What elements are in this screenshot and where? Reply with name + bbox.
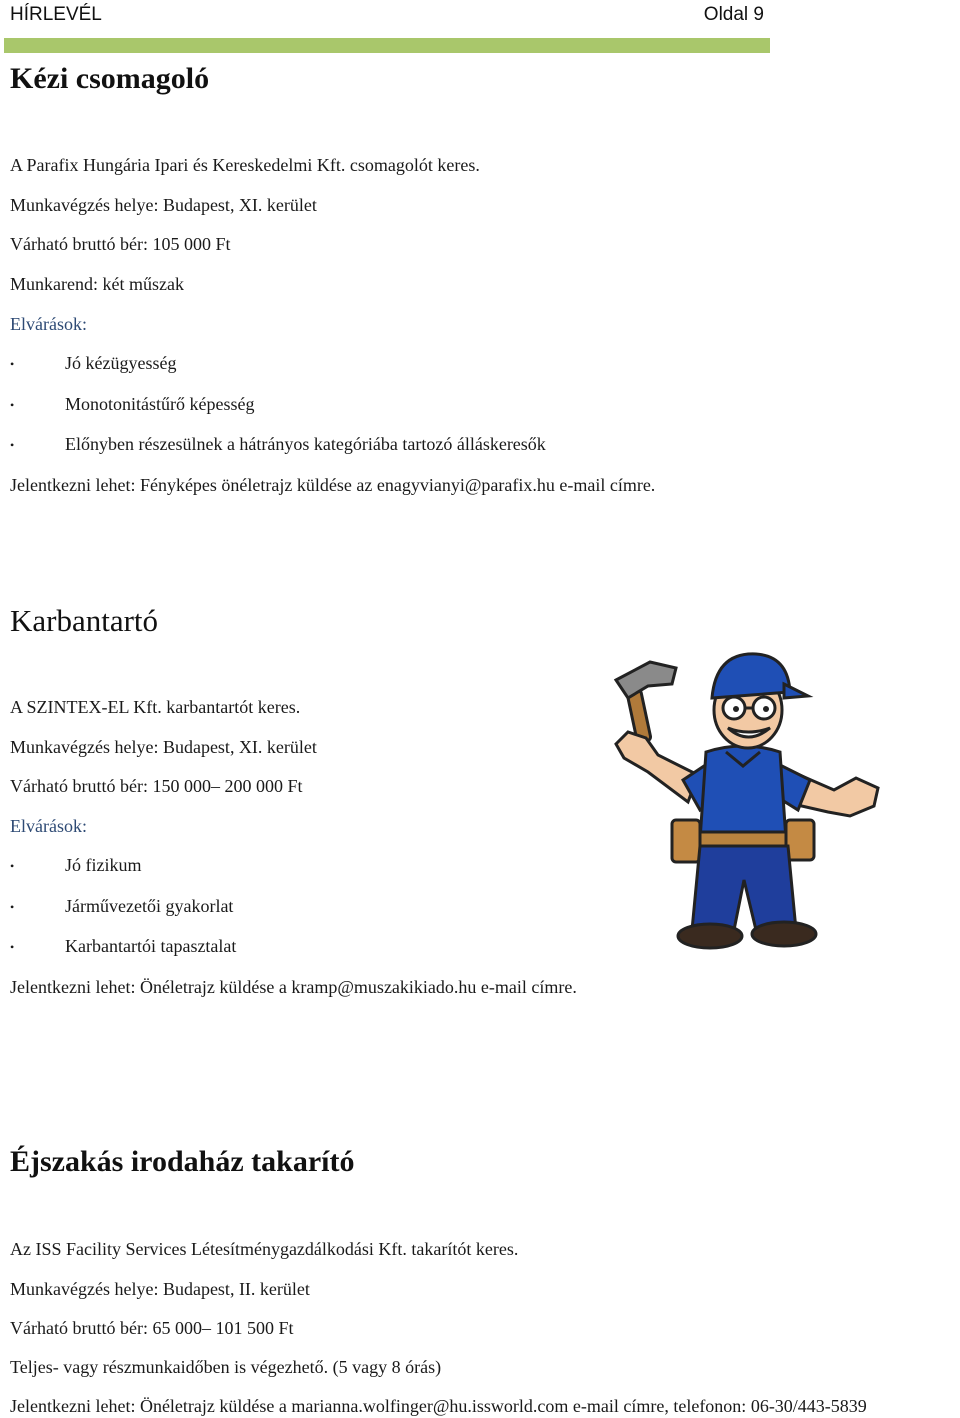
job3-apply: Jelentkezni lehet: Önéletrajz küldése a marianna.wolfinger@hu.issworld.com e-mail címre, telefonon: 06-30/443-5839 bbox=[10, 1396, 867, 1416]
job1-apply: Jelentkezni lehet: Fényképes önéletrajz küldése az enagyvianyi@parafix.hu e-mail címre. bbox=[10, 475, 656, 495]
newsletter-label: HÍRLEVÉL bbox=[10, 4, 102, 25]
page-header bbox=[0, 0, 770, 40]
job1-requirements-label: Elvárások: bbox=[10, 314, 87, 334]
bullet-icon: • bbox=[10, 859, 15, 873]
job3-company: Az ISS Facility Services Létesítménygazdálkodási Kft. takarítót keres. bbox=[10, 1239, 519, 1259]
job1-title: Kézi csomagoló bbox=[10, 62, 210, 95]
job2-company: A SZINTEX-EL Kft. karbantartót keres. bbox=[10, 697, 301, 717]
job2-apply: Jelentkezni lehet: Önéletrajz küldése a kramp@muszakikiado.hu e-mail címre. bbox=[10, 977, 577, 997]
job2-requirements-label: Elvárások: bbox=[10, 816, 87, 836]
job3-salary: Várható bruttó bér: 65 000– 101 500 Ft bbox=[10, 1318, 294, 1338]
page-number: Oldal 9 bbox=[703, 4, 764, 25]
bullet-icon: • bbox=[10, 438, 15, 452]
bullet-icon: • bbox=[10, 398, 15, 412]
job3-schedule: Teljes- vagy részmunkaidőben is végezhető. (5 vagy 8 órás) bbox=[10, 1357, 442, 1377]
job2-title: Karbantartó bbox=[10, 603, 159, 638]
header-rule bbox=[4, 38, 770, 53]
handyman-illustration bbox=[588, 640, 888, 960]
job2-salary: Várható bruttó bér: 150 000– 200 000 Ft bbox=[10, 776, 303, 796]
job1-salary: Várható bruttó bér: 105 000 Ft bbox=[10, 234, 231, 254]
bullet-icon: • bbox=[10, 940, 15, 954]
job2-location: Munkavégzés helye: Budapest, XI. kerület bbox=[10, 737, 317, 757]
bullet-icon: • bbox=[10, 357, 15, 371]
job1-location: Munkavégzés helye: Budapest, XI. kerület bbox=[10, 195, 317, 215]
bullet-icon: • bbox=[10, 900, 15, 914]
job3-location: Munkavégzés helye: Budapest, II. kerület bbox=[10, 1279, 310, 1299]
job3-title: Éjszakás irodaház takarító bbox=[10, 1145, 355, 1178]
job1-company: A Parafix Hungária Ipari és Kereskedelmi Kft. csomagolót keres. bbox=[10, 155, 480, 175]
job1-schedule: Munkarend: két műszak bbox=[10, 274, 184, 294]
hammer-icon bbox=[616, 662, 676, 743]
